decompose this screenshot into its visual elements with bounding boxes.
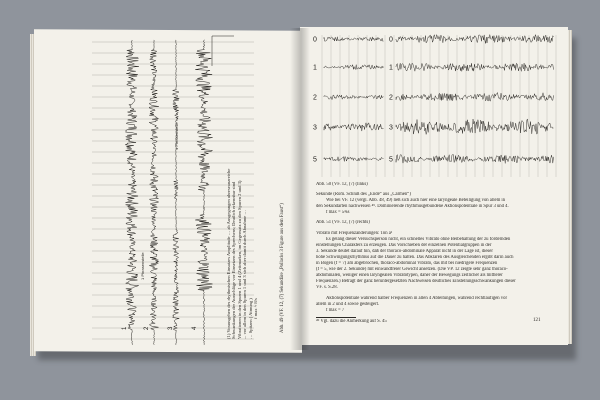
trace-label: 1 <box>122 326 128 330</box>
book-gutter <box>290 28 310 350</box>
text-line: hohe Schwingungsrhythmus auf die Dauer zu halten. Das Abklären des Ausgleichenden ergibt darin auch <box>316 254 514 260</box>
text-line: den Sekundärten nachweisen ⁴⁹. Dominierende rhythmusgebundene Aktionspotentiale in Spur 3 und 4. <box>316 204 509 210</box>
signal-trace <box>324 157 384 162</box>
phrase-annotation-bottom: 1 Phrasenstelle <box>140 252 145 280</box>
right-page-oscillogram <box>300 27 568 187</box>
row-label: 1 <box>313 64 317 72</box>
signal-trace <box>396 155 554 164</box>
text-line: Es gelang dieser Versuchsperson nicht, ein schnelles Vibrato ohne Beibehaltung der zu fordernden <box>326 236 511 242</box>
fmax-value: f max = 7 <box>326 307 345 313</box>
text-line: Aktionspotentiale während halber Frequenzen in allen 4 Ableitungen, während rechtläufigen vor <box>326 295 508 301</box>
left-body-line: ... vor allem in den Spuren 1 und 3 sich aber damit durch Abnahme … <box>242 210 248 339</box>
phrase-annotation-top: 1 Phrasenstelle <box>174 122 179 150</box>
page-number: 121 <box>533 318 541 323</box>
row-label: 2 <box>389 94 393 102</box>
figure-caption-50: Abb. 50 (VF. 12, (7) (links) <box>316 182 368 187</box>
oscillogram-traces-right <box>324 35 554 164</box>
text-line: allem in 2 und 4 sowie gesteigert. <box>316 301 380 307</box>
text-line: abdominalen, weniger einen laryngealen Vibratotypen, daher der Bewegungs zeitlicher als mittlerer <box>316 273 503 279</box>
oscillogram-time-grid-right <box>322 35 556 177</box>
signal-trace <box>195 40 212 345</box>
fmax-value: f max = 5¾s <box>326 210 350 216</box>
figure-caption-51: Abb. 51 (VF. 12, (7) (rechts) <box>316 220 370 226</box>
text-line: einstellungen Charakters zu erzeugen. Das Vorschieben der einzelnen Potentialgruppen in der <box>316 242 492 248</box>
signal-trace <box>324 65 384 70</box>
row-label: 3 <box>389 124 393 132</box>
signal-trace <box>324 37 384 41</box>
text-line: Sekunde (Rom. Schluß des „Ende“ aus „Carmen“) <box>316 192 411 198</box>
signal-trace <box>396 119 554 134</box>
row-label: 0 <box>313 36 317 44</box>
section-heading: Vibrato mit Frequenzänderungen: Ton a¹ <box>316 230 393 236</box>
oscillogram-row-labels <box>313 37 393 164</box>
left-body-line: … Spitzen ( Atmung ) <box>247 298 253 339</box>
signal-trace <box>396 35 554 44</box>
signal-trace <box>173 40 180 345</box>
trace-label: 2 <box>144 326 150 330</box>
signal-trace <box>125 40 139 345</box>
text-line: in Bogen (f = 7) am abgebrochen, thoraco-abdominal Vibrato, das mit bei niedrigere Frequenzen <box>316 261 498 267</box>
text-line: Wie bei VF. 12 (vergl. Abb. 48, 49) ließ sich auch hier eine laryngeale Beteiligung von allem in <box>326 198 506 204</box>
row-label: 3 <box>313 124 317 132</box>
left-body-line: (1) Vorausgehen des rhythmischen Einsatzes Amplitude … ab Ausgegangen uhreseanzreiche <box>226 168 231 339</box>
signal-trace <box>324 123 384 131</box>
row-label: 0 <box>389 36 393 44</box>
right-page-text <box>316 182 552 325</box>
footnote: ⁴⁹ Vgl. dazu die Anmerkung auf S. 45 <box>316 319 387 325</box>
left-body-line: Vibrationen in den Spuren 1 und 4 (Zeitmarken, im Gegensatz zu den Spuren 2 und 3) <box>236 180 242 339</box>
left-page-body-text <box>226 43 288 339</box>
text-line: (f = 5, wie der 2. Sekunde) mit einwandfreier Gewicht ansetzen. (Die VP. 12 zeigte sehr ganz thoraco- <box>316 267 508 273</box>
row-label: 5 <box>313 156 317 164</box>
row-label: 2 <box>313 94 317 102</box>
oscillogram-traces <box>125 36 237 345</box>
left-body-line: Schwankungen der Ausschläge vor Einsetzen des Sprechens; Deutlich erkennbar sind <box>231 181 237 339</box>
left-body-line: f max ≈ 8/s <box>253 298 259 319</box>
left-figure-caption: Abb. 49 (VF. 12, (7) Sekundäre „Pollacks 3 Figure aus dem Faust“) <box>280 203 285 333</box>
signal-trace <box>324 95 384 99</box>
signal-trace <box>396 63 554 71</box>
row-label: 5 <box>389 156 393 164</box>
signal-trace <box>149 40 158 345</box>
row-label: 1 <box>389 64 393 72</box>
text-line: 3. Sekunde deutet darauf hin, daß der thoraco-abdominale Apparat nicht in der Lage ist, dieser <box>316 248 493 254</box>
text-line: Frequenzen.) Beträgt der ganz heruntergesetzten Nachweisen deutliches Einstellungsschwankungen dieser <box>316 279 516 285</box>
trace-label: 4 <box>192 326 198 330</box>
footnote-rule <box>316 317 356 318</box>
trace-label: 3 <box>168 326 174 330</box>
signal-trace <box>396 93 554 102</box>
text-line: VF. s. S.28. <box>316 285 338 291</box>
